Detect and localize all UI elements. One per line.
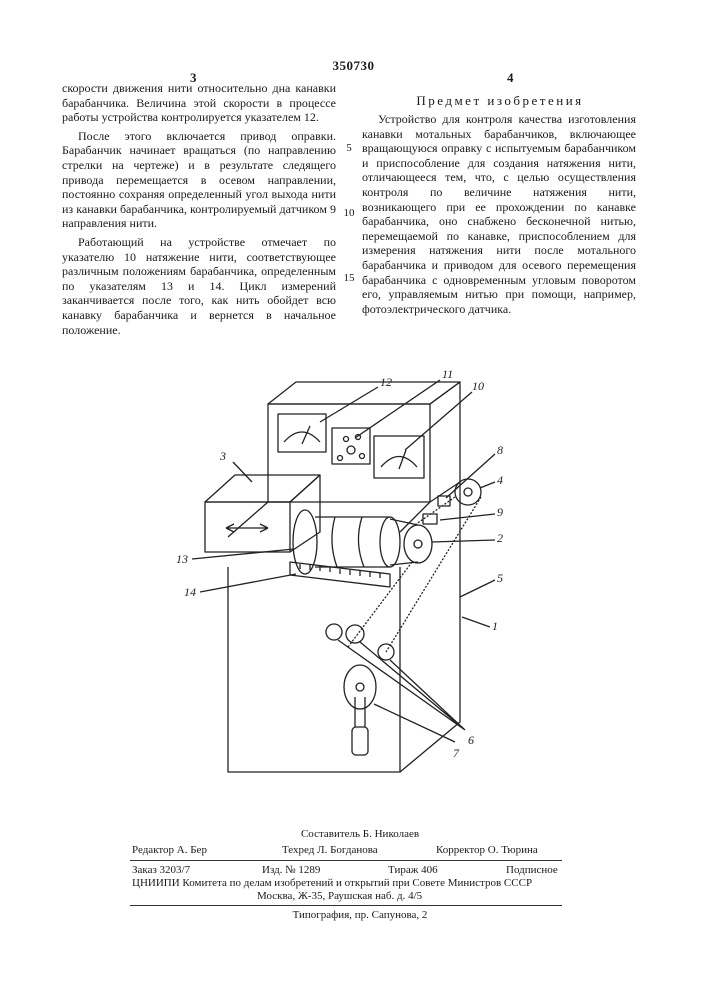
pulley-4-hub <box>464 488 472 496</box>
figure-labels <box>176 367 503 760</box>
leader-10 <box>405 392 472 450</box>
line-number-15: 15 <box>339 272 359 284</box>
printing-house: Типография, пр. Сапунова, 2 <box>230 909 490 921</box>
leader-8 <box>446 454 495 498</box>
panel-side <box>430 382 460 502</box>
label-2: 2 <box>497 531 503 545</box>
leader-11 <box>355 380 440 438</box>
label-7: 7 <box>453 746 460 760</box>
left-paragraph-2: После этого включается привод оправки. Барабанчик начинает вращаться (по направлению стрелки на чертеже) и в результате следящего привода перемещается в осевом направлении, постоянно сохраняя определенный угол выхода нити из канавки барабанчика, контролируемый датчиком 9 направления нити. <box>62 129 336 231</box>
corrector: Корректор О. Тюрина <box>436 844 538 856</box>
label-4: 4 <box>497 473 503 487</box>
drawing-lines <box>192 380 495 772</box>
box-3-side <box>290 475 320 552</box>
order-number: Заказ 3203/7 <box>132 864 190 876</box>
thread-5 <box>348 497 481 652</box>
cabinet-side <box>400 482 460 772</box>
roller-6a <box>326 624 342 640</box>
label-9: 9 <box>497 505 503 519</box>
address: Москва, Ж-35, Раушская наб. д. 4/5 <box>257 890 422 902</box>
label-6: 6 <box>468 733 474 747</box>
box-3-top <box>205 475 320 502</box>
device-drawing <box>150 342 630 782</box>
switch-a <box>338 456 343 461</box>
leader-13 <box>192 549 294 559</box>
right-column-text <box>362 112 636 320</box>
publication-number: Изд. № 1289 <box>262 864 320 876</box>
weight <box>352 727 368 755</box>
imprint-divider-bottom <box>130 905 562 906</box>
editor: Редактор А. Бер <box>132 844 207 856</box>
roller-6b <box>346 625 364 643</box>
gauge-12-needle <box>302 426 310 444</box>
column-number-right: 4 <box>507 70 514 86</box>
label-1: 1 <box>492 619 498 633</box>
left-paragraph-1: скорости движения нити относительно дна канавки барабанчика. Величина этой скорости в процессе работы устройства контролируется указателем 12. <box>62 81 336 125</box>
claims-title: Предмет изобретения <box>360 93 640 109</box>
cabinet-front <box>228 567 400 772</box>
leader-5 <box>460 580 495 597</box>
button-a <box>344 437 349 442</box>
leader-3 <box>233 462 252 482</box>
leader-1 <box>462 617 490 627</box>
pulley-4 <box>455 479 481 505</box>
drum-groove <box>332 517 364 567</box>
leader-2 <box>432 540 495 542</box>
label-5: 5 <box>497 571 503 585</box>
gauge-10-needle <box>399 450 406 469</box>
label-13: 13 <box>176 552 188 566</box>
tension-disc-7 <box>344 665 376 709</box>
switch-b <box>360 454 365 459</box>
drum-2-center <box>414 540 422 548</box>
button-c <box>347 446 355 454</box>
drum-end <box>380 517 400 567</box>
label-12: 12 <box>380 375 392 389</box>
claims-paragraph: Устройство для контроля качества изготовления канавки мотальных барабанчиков, включающее вращающуюся оправку с испытуемым барабанчиком и приспособление для создания натяжения нити, отличающееся тем, что, с целью осуществления контроля по величине натяжения нити, возникающего при ее прохождении по канавке барабанчика, оно снабжено бесконечной нитью, перемещаемой по канавке, приспособлением для измерения натяжения нити после мотального барабанчика и приводом для осевого перемещения барабанчика с одновременным угловым поворотом его, управляемым нитью при помощи, например, фотоэлектрического датчика. <box>362 112 636 316</box>
compiler: Составитель Б. Николаев <box>260 828 460 840</box>
patent-number: 350730 <box>0 58 707 74</box>
gauge-12 <box>278 414 326 452</box>
circulation: Тираж 406 <box>388 864 438 876</box>
label-14: 14 <box>184 585 196 599</box>
arrow-icon <box>226 524 268 532</box>
leader-4 <box>480 482 495 488</box>
line-number-10: 10 <box>339 207 359 219</box>
gauge-12-dial <box>284 432 320 442</box>
techred: Техред Л. Богданова <box>282 844 378 856</box>
label-11: 11 <box>442 367 453 381</box>
label-3: 3 <box>219 449 226 463</box>
box-3-front <box>205 502 290 552</box>
line-number-5: 5 <box>339 142 359 154</box>
institute: ЦНИИПИ Комитета по делам изобретений и открытий при Совете Министров СССР <box>132 877 572 889</box>
label-8: 8 <box>497 443 503 457</box>
column-number-left: 3 <box>190 70 197 86</box>
sensor-9 <box>423 514 437 524</box>
gauge-10-dial <box>381 457 417 468</box>
left-paragraph-3: Работающий на устройстве отмечает по указателю 10 натяжение нити, соответствующее различным положениям барабанчика, определенным по указателям 13 и 14. Цикл измерений заканчивается после того, как нить обойдет всю канавку барабанчика и вернется в начальное положение. <box>62 235 336 337</box>
left-column-text <box>62 81 336 341</box>
imprint-divider-top <box>130 860 562 861</box>
tension-disc-hub <box>356 683 364 691</box>
label-10: 10 <box>472 379 484 393</box>
leader-14 <box>200 574 296 592</box>
drum-body <box>315 517 390 567</box>
drum-2-face <box>404 525 432 563</box>
weight-rod <box>355 697 365 727</box>
subscription: Подписное <box>506 864 558 876</box>
